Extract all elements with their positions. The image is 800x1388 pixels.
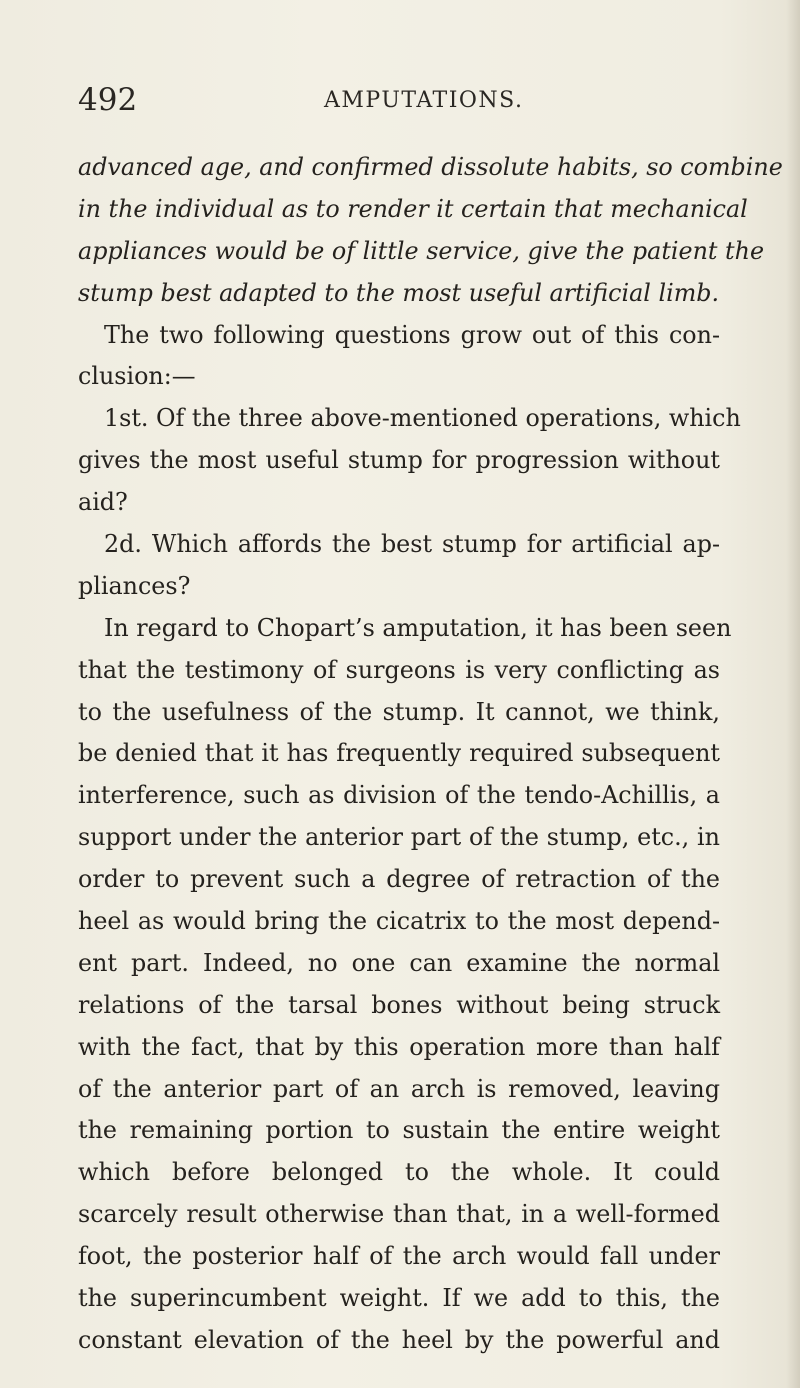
text-line: The two following questions grow out of this con- xyxy=(104,320,720,349)
text-line: 1st. Of the three above-mentioned operations, which xyxy=(104,404,741,433)
text-line: constant elevation of the heel by the powerful and xyxy=(78,1325,720,1354)
text-line: aid? xyxy=(78,488,128,517)
text-line: to the usefulness of the stump. It cannot, we think, xyxy=(78,697,720,726)
text-line: the superincumbent weight. If we add to this, the xyxy=(78,1284,720,1313)
text-line: scarcely result otherwise than that, in a well-formed xyxy=(78,1200,720,1229)
text-line: gives the most useful stump for progression without xyxy=(78,446,720,475)
text-line: interference, such as division of the tendo-Achillis, a xyxy=(78,781,720,810)
text-line: In regard to Chopart’s amputation, it has been seen xyxy=(104,613,732,642)
text-line: order to prevent such a degree of retraction of the xyxy=(78,865,720,894)
text-line: ent part. Indeed, no one can examine the normal xyxy=(78,948,720,977)
body-text xyxy=(78,147,783,1362)
text-line: be denied that it has frequently required subsequent xyxy=(78,739,720,768)
text-line: clusion:— xyxy=(78,362,196,391)
page-number: 492 xyxy=(78,82,138,118)
text-line: relations of the tarsal bones without being struck xyxy=(78,990,720,1019)
text-line: pliances? xyxy=(78,571,191,600)
text-line: heel as would bring the cicatrix to the most depend- xyxy=(78,907,720,936)
running-head: AMPUTATIONS. xyxy=(324,88,524,113)
text-line: support under the anterior part of the stump, etc., in xyxy=(78,823,720,852)
text-line: appliances would be of little service, give the patient the xyxy=(78,236,765,265)
text-line: in the individual as to render it certain that mechanical xyxy=(78,194,748,223)
text-line: stump best adapted to the most useful artificial limb. xyxy=(78,278,720,307)
text-line: 2d. Which affords the best stump for artificial ap- xyxy=(104,530,720,559)
text-line: with the fact, that by this operation more than half xyxy=(78,1032,720,1061)
text-line: advanced age, and confirmed dissolute habits, so combine xyxy=(78,153,783,181)
page-header xyxy=(78,82,678,122)
text-line: foot, the posterior half of the arch would fall under xyxy=(78,1242,720,1271)
text-line: the remaining portion to sustain the entire weight xyxy=(78,1116,720,1145)
text-line: which before belonged to the whole. It could xyxy=(78,1158,720,1187)
text-line: of the anterior part of an arch is removed, leaving xyxy=(78,1074,720,1103)
page-edge-shadow xyxy=(786,0,800,1388)
text-line: that the testimony of surgeons is very conflicting as xyxy=(78,655,720,684)
